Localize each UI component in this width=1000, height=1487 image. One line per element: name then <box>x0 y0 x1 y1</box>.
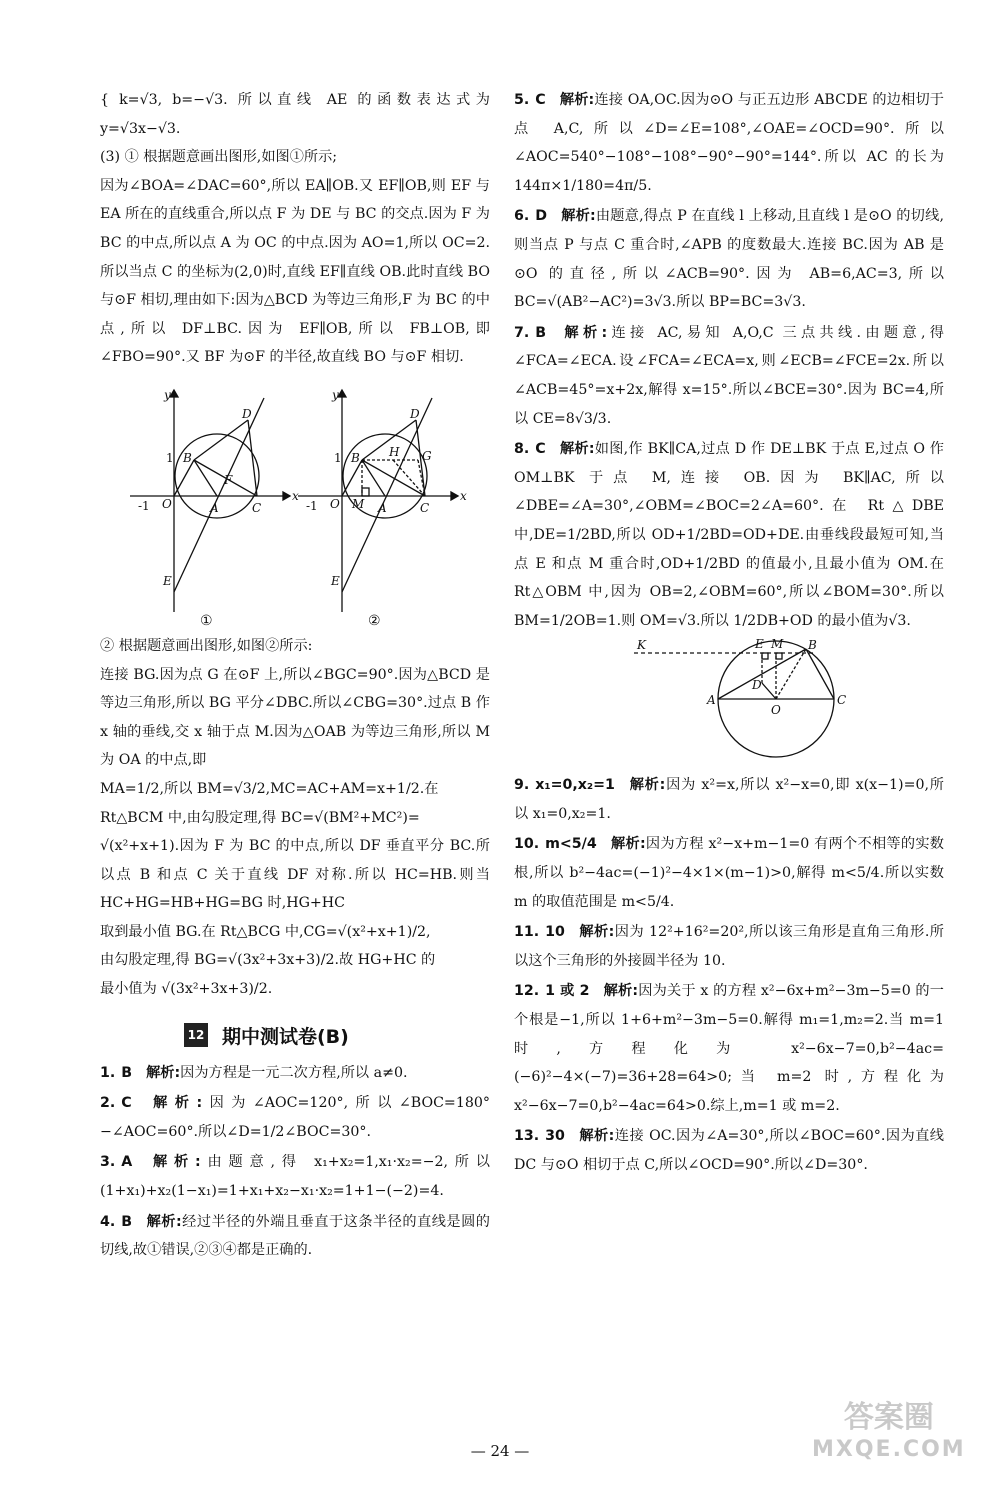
fig2-label-y: y <box>332 387 339 402</box>
answer-item <box>514 771 944 828</box>
item-answer: D <box>535 208 548 225</box>
item-label: 解析: <box>628 777 666 794</box>
item-text: 因为方程是一元二次方程,所以 a≠0. <box>180 1064 408 1081</box>
fig2-label-b: B <box>351 450 360 465</box>
item-text: 因为∠AOC=120°,所以∠BOC=180°−∠AOC=60°.所以∠D=1/2∠BOC=30°. <box>100 1095 490 1140</box>
answer-item <box>100 1208 490 1265</box>
fig1-label-one: 1 <box>166 450 174 465</box>
fig2-segment-bc <box>362 460 425 496</box>
fig1-segment-ba <box>194 460 217 496</box>
fig1-label-f: F <box>224 472 233 487</box>
part2-line8: 最小值为 √(3x²+3x+3)/2. <box>100 981 273 998</box>
item-text: 连接 OC.因为∠A=30°,所以∠BOC=60°.因为直线 DC 与⊙O 相切于点 C,所以∠OCD=90°.所以∠D=30°. <box>514 1128 944 1173</box>
section-heading <box>184 1022 490 1049</box>
fig2-label-x: x <box>460 488 467 503</box>
item-label: 解析: <box>559 92 595 108</box>
item-text: 连接 AC,易知 A,O,C 三点共线.由题意,得∠FCA=∠ECA.设∠FCA=∠ECA=x,则∠ECB=∠FCE=2x.所以∠ACB=45°=x+2x,解得 x=15°.所以∠BCE=30°.因为 BC=4,所以 CE=8√3/3. <box>514 324 944 427</box>
item-number: 6. <box>514 208 530 225</box>
item-label: 解析: <box>146 1213 182 1230</box>
fig1-label-d: D <box>242 406 252 421</box>
answer-item <box>514 830 944 916</box>
answer-item <box>514 918 944 975</box>
fig3-label-a: A <box>707 693 716 708</box>
answer-item <box>514 202 944 316</box>
fig3-label-d: D <box>752 678 762 693</box>
item-label: 解析: <box>146 1064 181 1081</box>
fig1-label-b: B <box>183 450 192 465</box>
fig3-segment-ob <box>776 649 806 699</box>
answer-item <box>514 1122 944 1179</box>
item-number: 13. <box>514 1128 540 1145</box>
fig3-label-o: O <box>771 703 781 718</box>
fig3-label-c: C <box>837 693 847 708</box>
system-equation: { k=√3, b=−√3. 所以直线 AE 的函数表达式为 y=√3x−√3. <box>100 92 490 137</box>
part2-line1: ② 根据题意画出图形,如图②所示: <box>100 637 313 654</box>
fig3-right-angle-e <box>762 653 768 659</box>
left-column <box>100 86 490 1267</box>
item-text: 因为 x²=x,所以 x²−x=0,即 x(x−1)=0,所以 x₁=0,x₂=1. <box>514 777 944 822</box>
fig1-label-x: x <box>292 488 299 503</box>
fig2-segment-ba <box>362 460 385 496</box>
fig2-right-angle <box>362 488 369 496</box>
answer-item <box>514 86 944 200</box>
answer-item <box>100 1089 490 1146</box>
figure-3-wrap <box>514 639 944 765</box>
coordinate-figures <box>100 380 490 628</box>
fig2-label-c: C <box>420 500 430 515</box>
fig1-label-a: A <box>210 500 219 515</box>
item-label: 解析: <box>578 1128 615 1145</box>
answer-item <box>100 1059 490 1088</box>
item-answer: 10 <box>545 924 565 941</box>
fig1-label-y: y <box>164 387 171 402</box>
item-text: 因为方程 x²−x+m−1=0 有两个不相等的实数根,所以 b²−4ac=(−1)²−4×1×(m−1)>0,解得 m<5/4.所以实数 m 的取值范围是 m<5/4. <box>514 836 944 910</box>
answer-item <box>100 1148 490 1205</box>
item-number: 2. <box>100 1095 116 1112</box>
fig2-label-g: G <box>422 448 432 463</box>
fig2-label-a: A <box>378 500 387 515</box>
item-label: 解析: <box>578 924 615 941</box>
fig3-label-e: E <box>755 639 764 652</box>
part2-line3: MA=1/2,所以 BM=√3/2,MC=AC+AM=x+1/2.在 <box>100 780 439 797</box>
fig3-segment-od <box>762 683 776 699</box>
item-label: 解析: <box>146 1154 201 1171</box>
fig2-label-m: M <box>352 496 365 511</box>
part2-line5: √(x²+x+1).因为 F 为 BC 的中点,所以 DF 垂直平分 BC.所以点 B 和点 C 关于直线 DF 对称.所以 HC=HB.则当 HC+HG=HB+HG=BG 时,HG+HC <box>100 838 490 912</box>
item-answer: B <box>121 1064 133 1081</box>
item-number: 1. <box>100 1064 116 1081</box>
item-answer: m<5/4 <box>545 836 597 853</box>
fig2-line-ae <box>342 398 432 592</box>
fig3-chord-bc <box>806 649 834 699</box>
item-number: 10. <box>514 836 540 853</box>
figure-3 <box>634 641 834 757</box>
fig2-y-arrow <box>338 390 346 397</box>
fig1-label-e: E <box>163 573 172 588</box>
item-text: 因为 12²+16²=20²,所以该三角形是直角三角形.所以这个三角形的外接圆半径为 10. <box>514 924 944 969</box>
item-number: 5. <box>514 92 530 108</box>
item-text: 由题意,得点 P 在直线 l 上移动,且直线 l 是⊙O 的切线,则当点 P 与点 C 重合时,∠APB 的度数最大.连接 BC.因为 AB 是⊙O 的直径,所以∠ACB=90°.因为 AB=6,AC=3,所以 BC=√(AB²−AC²)=3√3.所以 BP=BC=3√3. <box>514 208 944 311</box>
item-answer: A <box>121 1154 133 1171</box>
fig2-label-o: O <box>330 496 340 511</box>
fig3-label-m: M <box>771 639 784 652</box>
item-answer: B <box>535 324 547 341</box>
item-answer: C <box>535 441 546 458</box>
fig1-caption: ① <box>200 612 213 628</box>
fig1-segment-bd <box>194 420 248 460</box>
item-answer: C <box>121 1095 132 1112</box>
watermark-logo <box>812 1402 966 1466</box>
item-number: 9. <box>514 777 530 794</box>
answer-item <box>514 319 944 433</box>
item-answer: 30 <box>545 1128 565 1145</box>
fig1-label-c: C <box>252 500 262 515</box>
fig2-caption: ② <box>368 612 381 628</box>
part3-line1: (3) ① 根据题意画出图形,如图①所示; <box>100 149 338 166</box>
fig2-label-one: 1 <box>334 450 342 465</box>
item-label: 解析: <box>145 1095 203 1112</box>
fig2-label-neg1: -1 <box>306 498 318 513</box>
item-text: 经过半径的外端且垂直于这条半径的直线是圆的切线,故①错误,②③④都是正确的. <box>100 1213 490 1259</box>
watermark-line2: MXQE.COM <box>812 1437 966 1462</box>
circle-figure <box>514 639 944 765</box>
item-number: 8. <box>514 441 530 458</box>
part2-line6: 取到最小值 BG.在 Rt△BCG 中,CG=√(x²+x+1)/2, <box>100 923 431 940</box>
item-text: 因为关于 x 的方程 x²−6x+m²−3m−5=0 的一个根是−1,所以 1+6+m²−3m−5=0.解得 m₁=1,m₂=2.当 m=1 时,方程化为 x²−6x−7=0,b²−4ac=(−6)²−4×(−7)=36+28=64>0;当 m=2 时,方程化为 x²−6x−7=0,b²−4ac=64>0.综上,m=1 或 m=2. <box>514 983 944 1114</box>
item-number: 12. <box>514 983 540 1000</box>
item-number: 3. <box>100 1154 116 1171</box>
answer-item <box>514 435 944 635</box>
part2-line2: 连接 BG.因为点 G 在⊙F 上,所以∠BGC=90°.因为△BCD 是等边三角形,所以 BG 平分∠DBC.所以∠CBG=30°.过点 B 作 x 轴的垂线,交 x 轴于点 M.因为△OAB 为等边三角形,所以 M 为 OA 的中点,即 <box>100 666 490 769</box>
fig1-y-arrow <box>170 390 178 397</box>
item-label: 解析: <box>603 983 639 1000</box>
watermark-line1: 答案圈 <box>843 1400 934 1435</box>
item-answer: C <box>535 92 546 108</box>
section-badge: 12 <box>184 1023 208 1047</box>
item-text: 由题意,得 x₁+x₂=1,x₁·x₂=−2,所以(1+x₁)+x₂(1−x₁)=1+x₁+x₂−x₁·x₂=1+1−(−2)=4. <box>100 1154 490 1200</box>
right-column <box>514 86 944 1182</box>
fig1-x-arrow <box>283 492 290 500</box>
fig2-label-h: H <box>389 444 400 459</box>
fig1-label-o: O <box>162 496 172 511</box>
figures-row <box>100 380 490 628</box>
fig1-label-neg1: -1 <box>138 498 150 513</box>
part3-body: 因为∠BOA=∠DAC=60°,所以 EA∥OB.又 EF∥OB,则 EF 与 EA 所在的直线重合,所以点 F 为 DE 与 BC 的交点.因为 F 为 BC 的中点,所以点 A 为 OC 的中点.因为 AO=1,所以 OC=2.所以当点 C 的坐标为(2,0)时,直线 EF∥直线 OB.此时直线 BO 与⊙F 相切,理由如下:因为△BCD 为等边三角形,F 为 BC 的中点,所以 DF⊥BC.因为 EF∥OB,所以 FB⊥OB,即∠FBO=90°.又 BF 为⊙F 的半径,故直线 BO 与⊙F 相切. <box>100 177 490 366</box>
item-answer: 1 或 2 <box>545 983 590 1000</box>
item-label: 解析: <box>560 324 608 341</box>
fig2-label-d: D <box>410 406 420 421</box>
fig2-label-e: E <box>331 573 340 588</box>
item-label: 解析: <box>561 208 596 225</box>
item-number: 4. <box>100 1213 116 1230</box>
part2-line4: Rt△BCM 中,由勾股定理,得 BC=√(BM²+MC²)= <box>100 809 420 826</box>
part2-line7: 由勾股定理,得 BG=√(3x²+3x+3)/2.故 HG+HC 的 <box>100 952 436 969</box>
fig2-segment-hc <box>393 460 425 496</box>
fig2-x-arrow <box>451 492 458 500</box>
item-text: 如图,作 BK∥CA,过点 D 作 DE⊥BK 于点 E,过点 O 作 OM⊥BK 于点 M,连接 OB.因为 BK∥AC,所以∠DBE=∠A=30°,∠OBM=∠BOC=2∠A=60°.在 Rt△DBE 中,DE=1/2BD,所以 OD+1/2BD=OD+DE.由垂线段最短可知,当点 E 和点 M 重合时,OD+1/2BD 的值最小,且最小值为 OM.在 Rt△OBM 中,因为 OB=2,∠OBM=60°,所以∠BOM=30°.所以 BM=1/2OB=1.则 OM=√3.所以 1/2DB+OD 的最小值为√3. <box>514 441 944 629</box>
page-number: — 24 — <box>470 1442 530 1460</box>
item-number: 7. <box>514 324 530 341</box>
item-label: 解析: <box>610 836 646 853</box>
fig3-right-angle-m <box>776 653 782 659</box>
section-title: 期中测试卷(B) <box>222 1025 349 1048</box>
fig3-label-b: B <box>808 639 817 653</box>
fig1-line-ae <box>174 398 264 592</box>
item-label: 解析: <box>559 441 595 458</box>
item-answer: x₁=0,x₂=1 <box>535 777 615 794</box>
item-answer: B <box>121 1213 133 1230</box>
answer-item <box>514 977 944 1120</box>
item-number: 11. <box>514 924 540 941</box>
fig3-label-k: K <box>637 639 646 653</box>
item-text: 连接 OA,OC.因为⊙O 与正五边形 ABCDE 的边相切于点 A,C,所以∠D=∠E=108°,∠OAE=∠OCD=90°.所以∠AOC=540°−108°−108°−90°−90°=144°.所以 AC 的长为 144π×1/180=4π/5. <box>514 92 944 194</box>
